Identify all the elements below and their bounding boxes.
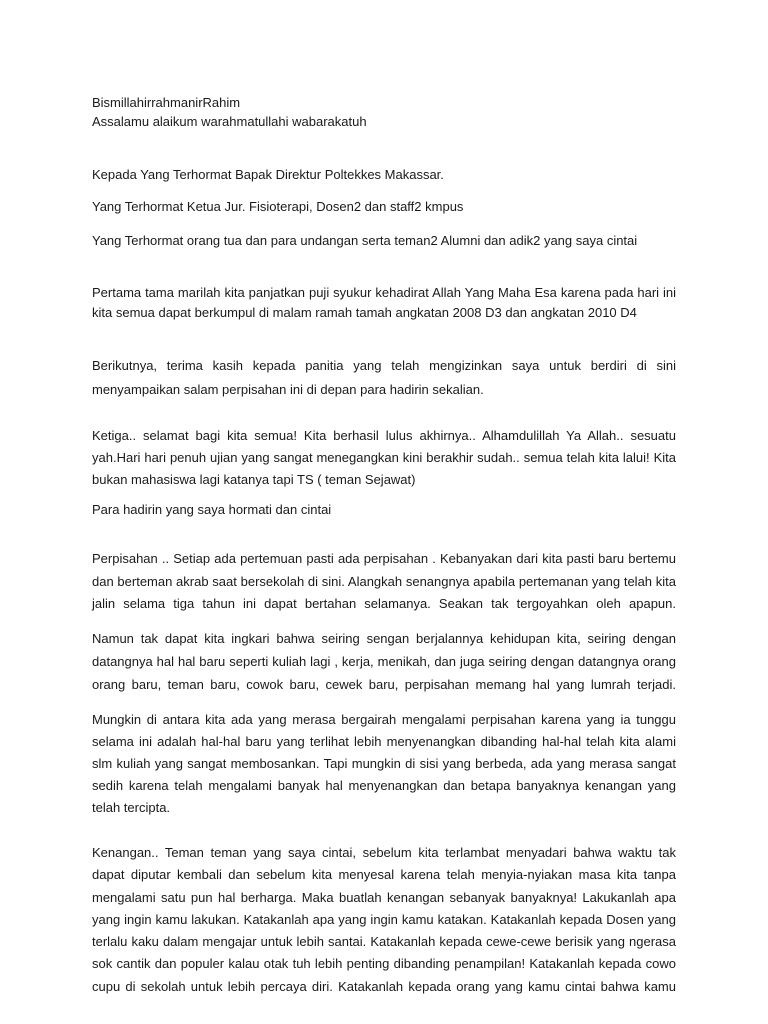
text-line: mengalami satu pun hal berharga. Maka buatlah kenangan sebanyak banyaknya! Lakukanlah apa (92, 889, 676, 905)
text-line: selama ini adalah hal-hal baru yang terlihat lebih menyenangkan dibanding hal-hal telah kita alami (92, 734, 676, 749)
text-line: Kepada Yang Terhormat Bapak Direktur Poltekkes Makassar. (92, 167, 444, 182)
text-line: telah tercipta. (92, 800, 171, 815)
paragraph (92, 231, 676, 251)
text-line: dapat diputar kembali dan sebelum kita menyesal karena telah menyia-nyiakan masa kita tanpa (92, 867, 676, 883)
text-line: yah.Hari hari penuh ujian yang sangat menegangkan kini berakhir sudah.. semua telah kita lalui! Kita (92, 450, 676, 465)
text-line: Namun tak dapat kita ingkari bahwa seiring sengan berjalannya kehidupan kita, seiring dengan (92, 631, 676, 646)
paragraph (92, 500, 676, 520)
text-line: slm kuliah yang sangat membosankan. Tapi mungkin di sisi yang berbeda, ada yang merasa sangat (92, 756, 676, 771)
paragraph (92, 165, 676, 185)
text-line: yang ingin kamu lakukan. Katakanlah apa yang ingin kamu katakan. Katakanlah kepada Dosen yang (92, 911, 676, 927)
paragraph (92, 842, 676, 998)
text-line: terlalu kaku dalam mengajar untuk lebih santai. Katakanlah kepada cewe-cewe berisik yang ngerasa (92, 934, 676, 950)
text-line: orang baru, teman baru, cowok baru, cewek baru, perpisahan memang hal yang lumrah terjadi. (92, 677, 676, 692)
text-line: Para hadirin yang saya hormati dan cintai (92, 502, 332, 517)
text-line: sedih karena telah mengalami banyak hal menyenangkan dan betapa banyaknya kenangan yang (92, 778, 676, 793)
text-line: BismillahirrahmanirRahim (92, 95, 241, 110)
paragraph (92, 93, 676, 131)
text-line: Mungkin di antara kita ada yang merasa bergairah mengalami perpisahan karena yang ia tunggu (92, 712, 676, 727)
text-line: menyampaikan salam perpisahan ini di depan para hadirin sekalian. (92, 382, 484, 397)
paragraph (92, 709, 676, 819)
paragraph (92, 548, 676, 616)
text-line: bukan mahasiswa lagi katanya tapi TS ( teman Sejawat) (92, 472, 416, 487)
text-line: dan berteman akrab saat bersekolah di sini. Alangkah senangnya apabila pertemanan yang telah kita (92, 573, 676, 589)
text-line: Berikutnya, terima kasih kepada panitia yang telah mengizinkan saya untuk berdiri di sini (92, 358, 676, 373)
text-line: cupu di sekolah untuk lebih percaya diri. Katakanlah kepada orang yang kamu cintai bahwa kamu (92, 978, 676, 994)
paragraph (92, 354, 676, 402)
paragraph (92, 197, 676, 217)
text-line: Pertama tama marilah kita panjatkan puji syukur kehadirat Allah Yang Maha Esa karena pada hari ini (92, 285, 676, 300)
paragraph (92, 425, 676, 491)
paragraph (92, 283, 676, 323)
text-line: Kenangan.. Teman teman yang saya cintai, sebelum kita terlambat menyadari bahwa waktu tak (92, 845, 676, 860)
text-line: Yang Terhormat Ketua Jur. Fisioterapi, Dosen2 dan staff2 kmpus (92, 199, 464, 214)
text-line: kita semua dapat berkumpul di malam ramah tamah angkatan 2008 D3 dan angkatan 2010 D4 (92, 305, 637, 320)
text-line: Ketiga.. selamat bagi kita semua! Kita berhasil lulus akhirnya.. Alhamdulillah Ya Allah.. sesuatu (92, 428, 676, 443)
text-line: datangnya hal hal baru seperti kuliah lagi , kerja, menikah, dan juga seiring dengan datangnya orang (92, 654, 676, 669)
paragraph (92, 627, 676, 696)
text-line: Assalamu alaikum warahmatullahi wabarakatuh (92, 114, 367, 129)
text-line: Perpisahan .. Setiap ada pertemuan pasti ada perpisahan . Kebanyakan dari kita pasti baru bertemu (92, 551, 676, 566)
text-line: jalin selama tiga tahun ini dapat bertahan selamanya. Seakan tak tergoyahkan oleh apapun. (92, 596, 676, 611)
text-line: sok cantik dan populer kalau otak tuh lebih penting dibanding penampilan! Katakanlah kepada cowo (92, 956, 676, 972)
text-line: Yang Terhormat orang tua dan para undangan serta teman2 Alumni dan adik2 yang saya cintai (92, 233, 638, 248)
